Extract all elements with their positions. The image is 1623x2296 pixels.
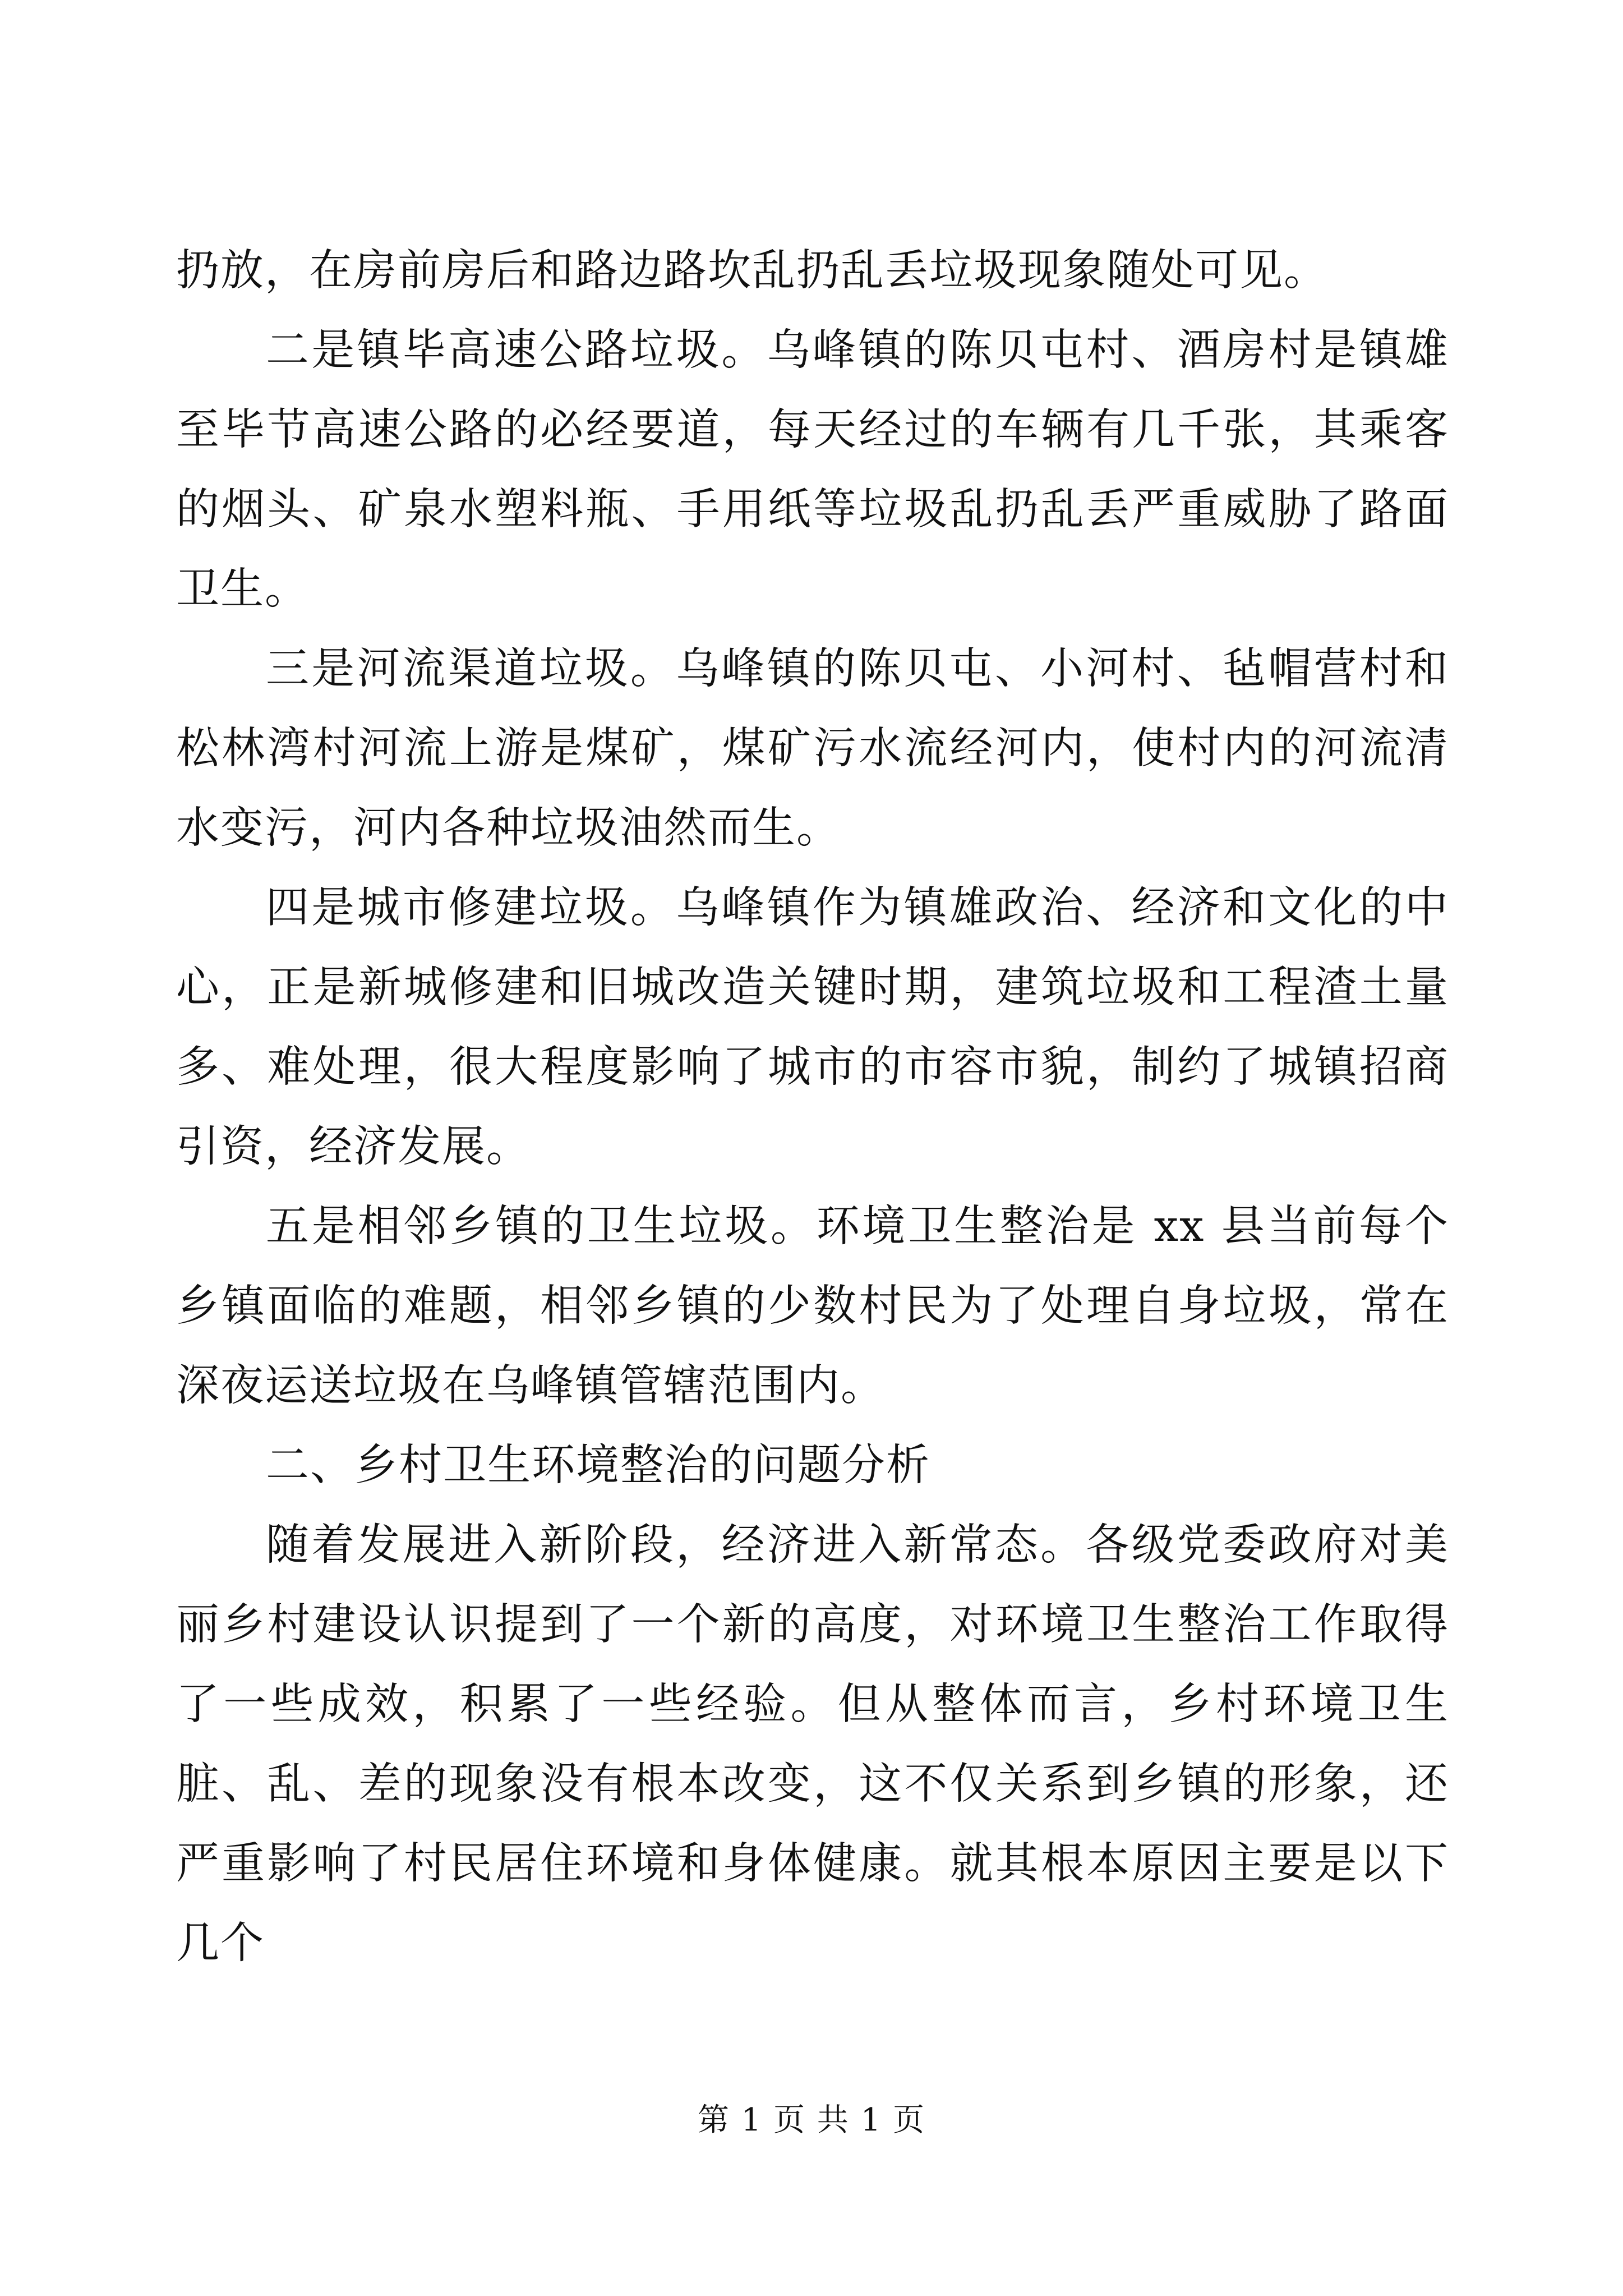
paragraph-analysis: 随着发展进入新阶段，经济进入新常态。各级党委政府对美丽乡村建设认识提到了一个新的高度，对环境卫生整治工作取得了一些成效，积累了一些经验。但从整体而言，乡村环境卫生脏、乱、差的现象没有根本改变，这不仅关系到乡镇的形象，还严重影响了村民居住环境和身体健康。就其根本原因主要是以下几个 xyxy=(176,1520,1449,1968)
paragraph-highway-garbage: 二是镇毕高速公路垃圾。乌峰镇的陈贝屯村、酒房村是镇雄至毕节高速公路的必经要道，每天经过的车辆有几千张，其乘客的烟头、矿泉水塑料瓶、手用纸等垃圾乱扔乱丢严重威胁了路面卫生。 xyxy=(176,325,1449,614)
page-number-footer: 第 1 页 共 1 页 xyxy=(697,2102,926,2138)
paragraph-construction-garbage: 四是城市修建垃圾。乌峰镇作为镇雄政治、经济和文化的中心，正是新城修建和旧城改造关键时期，建筑垃圾和工程渣土量多、难处理，很大程度影响了城市的市容市貌，制约了城镇招商引资，经济发展。 xyxy=(176,883,1449,1172)
document-body xyxy=(176,231,1449,1984)
paragraph-continuation: 扔放，在房前房后和路边路坎乱扔乱丢垃圾现象随处可见。 xyxy=(176,246,1328,296)
paragraph-river-garbage: 三是河流渠道垃圾。乌峰镇的陈贝屯、小河村、毡帽营村和松林湾村河流上游是煤矿，煤矿污水流经河内，使村内的河流清水变污，河内各种垃圾油然而生。 xyxy=(176,644,1449,853)
section-heading: 二、乡村卫生环境整治的问题分析 xyxy=(266,1441,930,1490)
paragraph-neighboring-garbage: 五是相邻乡镇的卫生垃圾。环境卫生整治是 xx 县当前每个乡镇面临的难题，相邻乡镇的少数村民为了处理自身垃圾，常在深夜运送垃圾在乌峰镇管辖范围内。 xyxy=(176,1202,1449,1411)
